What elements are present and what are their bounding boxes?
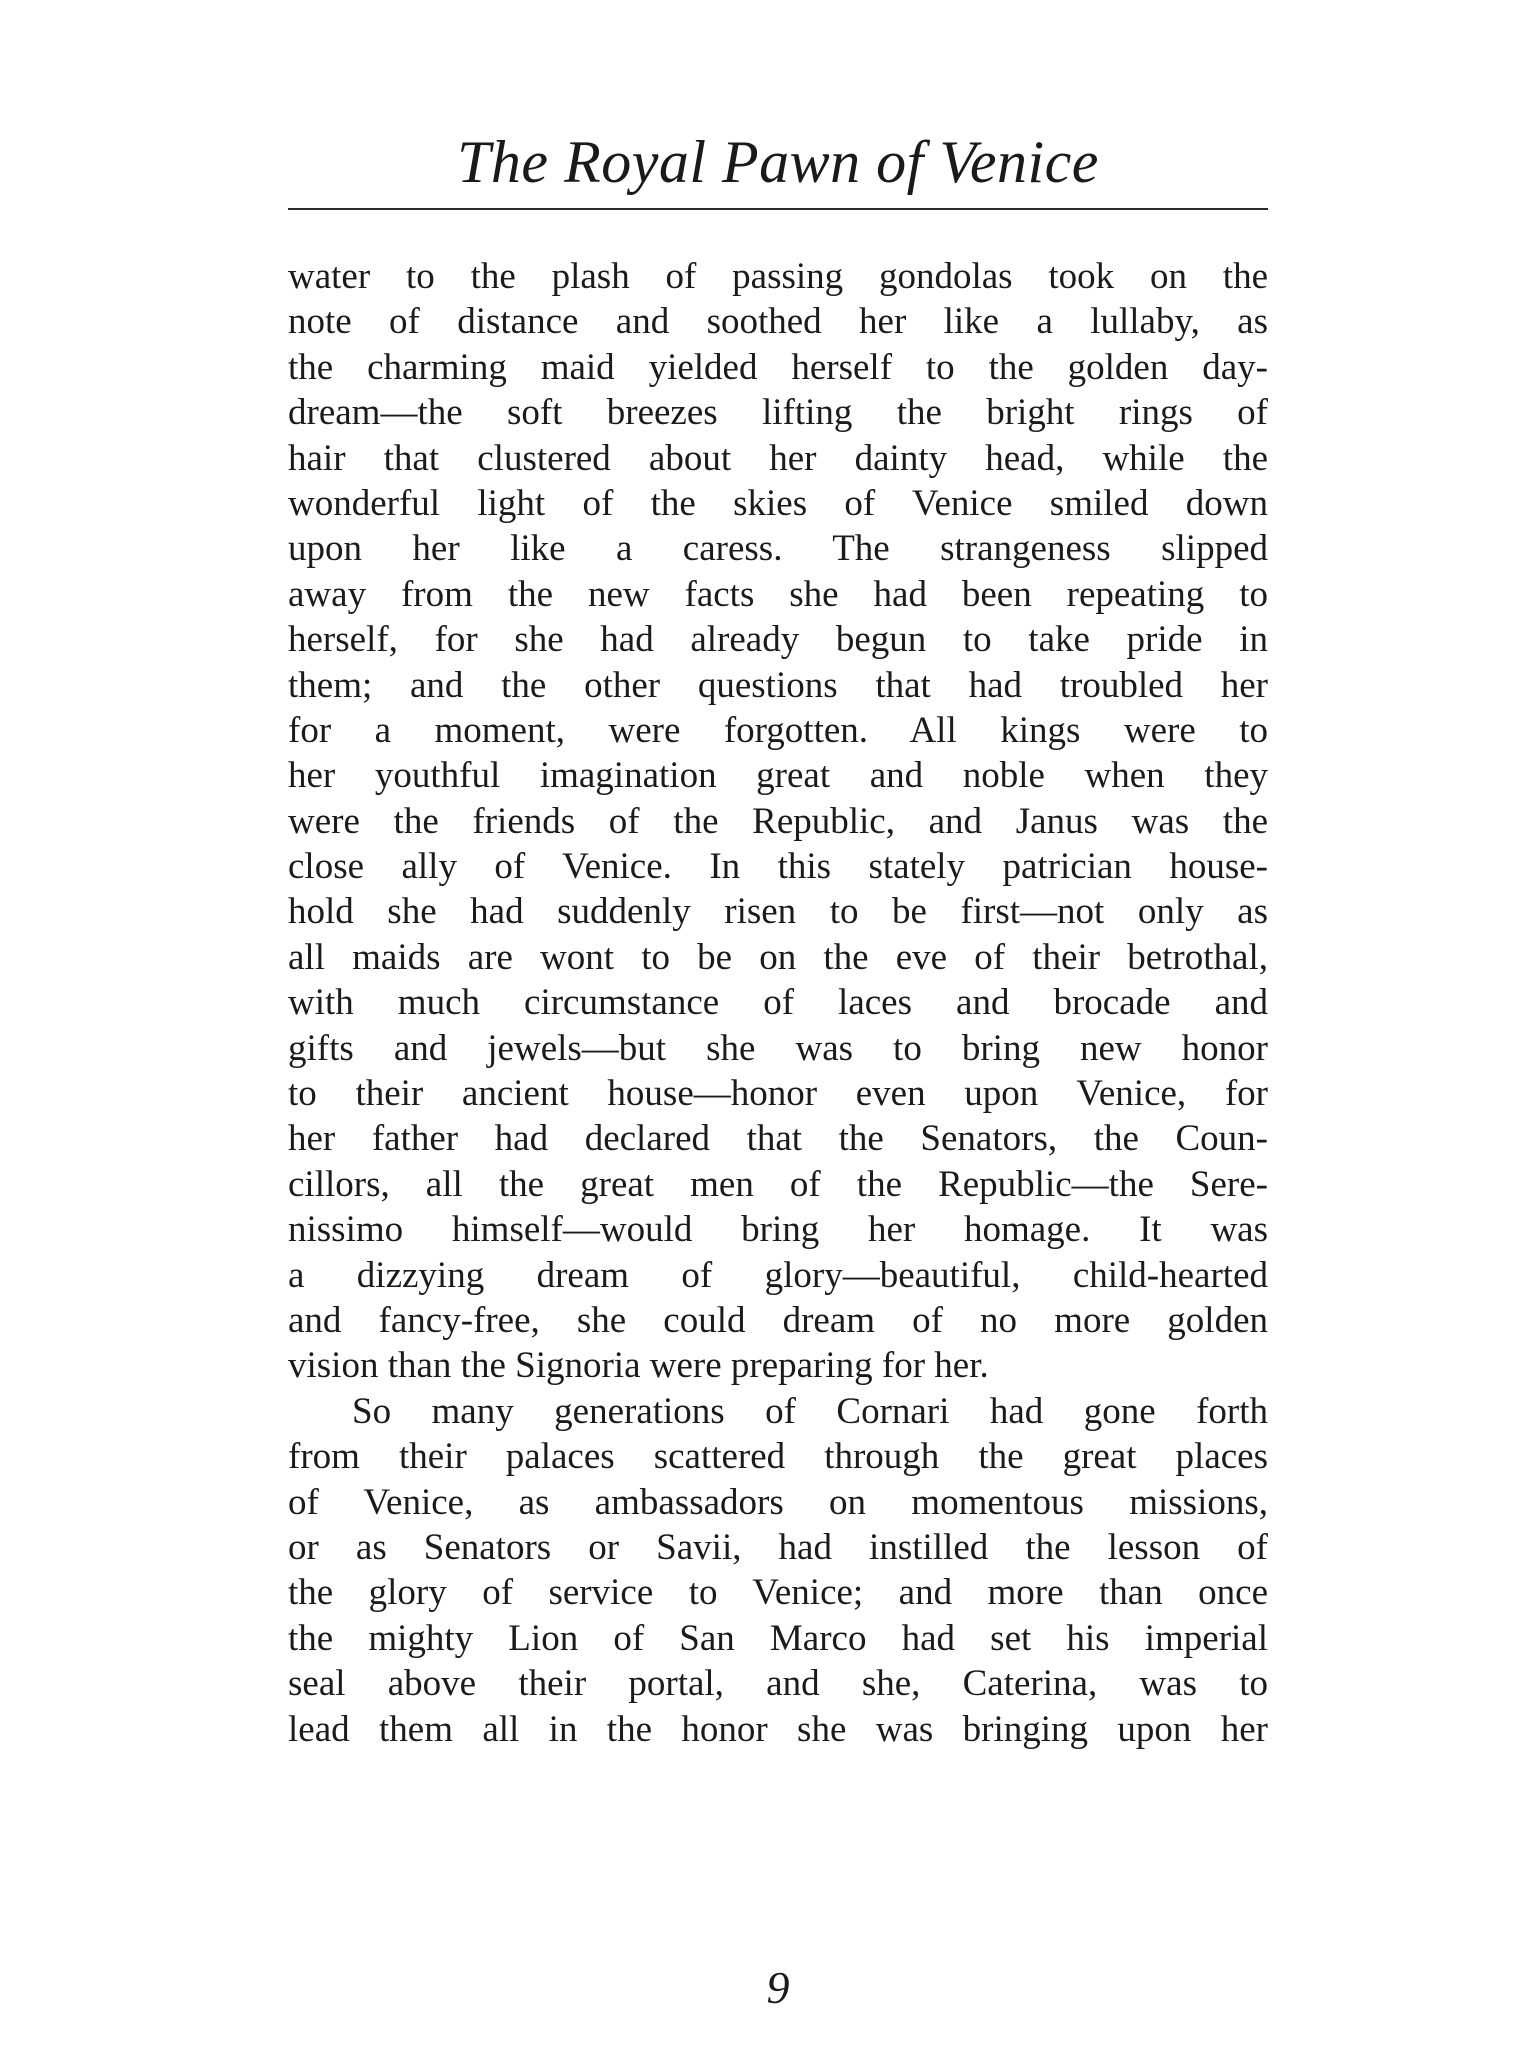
text-line: gifts and jewels—but she was to bring new honor bbox=[288, 1027, 1268, 1069]
text-line: note of distance and soothed her like a lullaby, as bbox=[288, 301, 1268, 343]
text-line: of Venice, as ambassadors on momentous missions, bbox=[288, 1481, 1268, 1523]
text-line: them; and the other questions that had troubled her bbox=[288, 664, 1268, 706]
text-line: dream—the soft breezes lifting the bright rings of bbox=[288, 392, 1268, 434]
text-line: all maids are wont to be on the eve of their betrothal, bbox=[288, 936, 1268, 978]
text-line: vision than the Signoria were preparing for her. bbox=[288, 1345, 989, 1387]
text-line: with much circumstance of laces and brocade and bbox=[288, 982, 1268, 1024]
text-line: upon her like a caress. The strangeness slipped bbox=[288, 528, 1268, 570]
text-line: for a moment, were forgotten. All kings were to bbox=[288, 709, 1268, 751]
text-line: from their palaces scattered through the great places bbox=[288, 1436, 1268, 1478]
text-line: So many generations of Cornari had gone forth bbox=[352, 1390, 1268, 1432]
text-line: to their ancient house—honor even upon Venice, for bbox=[288, 1073, 1268, 1115]
text-line: seal above their portal, and she, Caterina, was to bbox=[288, 1663, 1268, 1705]
text-line: the glory of service to Venice; and more than once bbox=[288, 1572, 1268, 1614]
text-line: her father had declared that the Senators, the Coun- bbox=[288, 1118, 1268, 1160]
text-line: her youthful imagination great and noble when they bbox=[288, 755, 1268, 797]
text-line: a dizzying dream of glory—beautiful, child-hearted bbox=[288, 1254, 1268, 1296]
text-line: the mighty Lion of San Marco had set his imperial bbox=[288, 1617, 1268, 1659]
text-line: the charming maid yielded herself to the golden day- bbox=[288, 346, 1268, 388]
header-rule bbox=[288, 208, 1268, 210]
page-number: 9 bbox=[766, 1962, 790, 2013]
text-line: hold she had suddenly risen to be first—not only as bbox=[288, 891, 1268, 933]
body-text bbox=[288, 254, 1268, 1752]
text-line: lead them all in the honor she was bringing upon her bbox=[288, 1708, 1268, 1750]
text-line: close ally of Venice. In this stately patrician house- bbox=[288, 846, 1268, 888]
text-line: nissimo himself—would bring her homage. It was bbox=[288, 1209, 1268, 1251]
text-line: cillors, all the great men of the Republic—the Sere- bbox=[288, 1163, 1268, 1205]
text-line: water to the plash of passing gondolas took on the bbox=[288, 256, 1268, 297]
text-line: and fancy-free, she could dream of no more golden bbox=[288, 1299, 1268, 1341]
text-line: away from the new facts she had been repeating to bbox=[288, 573, 1268, 615]
text-line: were the friends of the Republic, and Janus was the bbox=[288, 800, 1268, 842]
text-line: or as Senators or Savii, had instilled the lesson of bbox=[288, 1526, 1268, 1568]
running-head: The Royal Pawn of Venice bbox=[457, 129, 1099, 195]
text-line: hair that clustered about her dainty head, while the bbox=[288, 437, 1268, 479]
text-line: wonderful light of the skies of Venice smiled down bbox=[288, 482, 1268, 524]
text-line: herself, for she had already begun to take pride in bbox=[288, 619, 1268, 661]
